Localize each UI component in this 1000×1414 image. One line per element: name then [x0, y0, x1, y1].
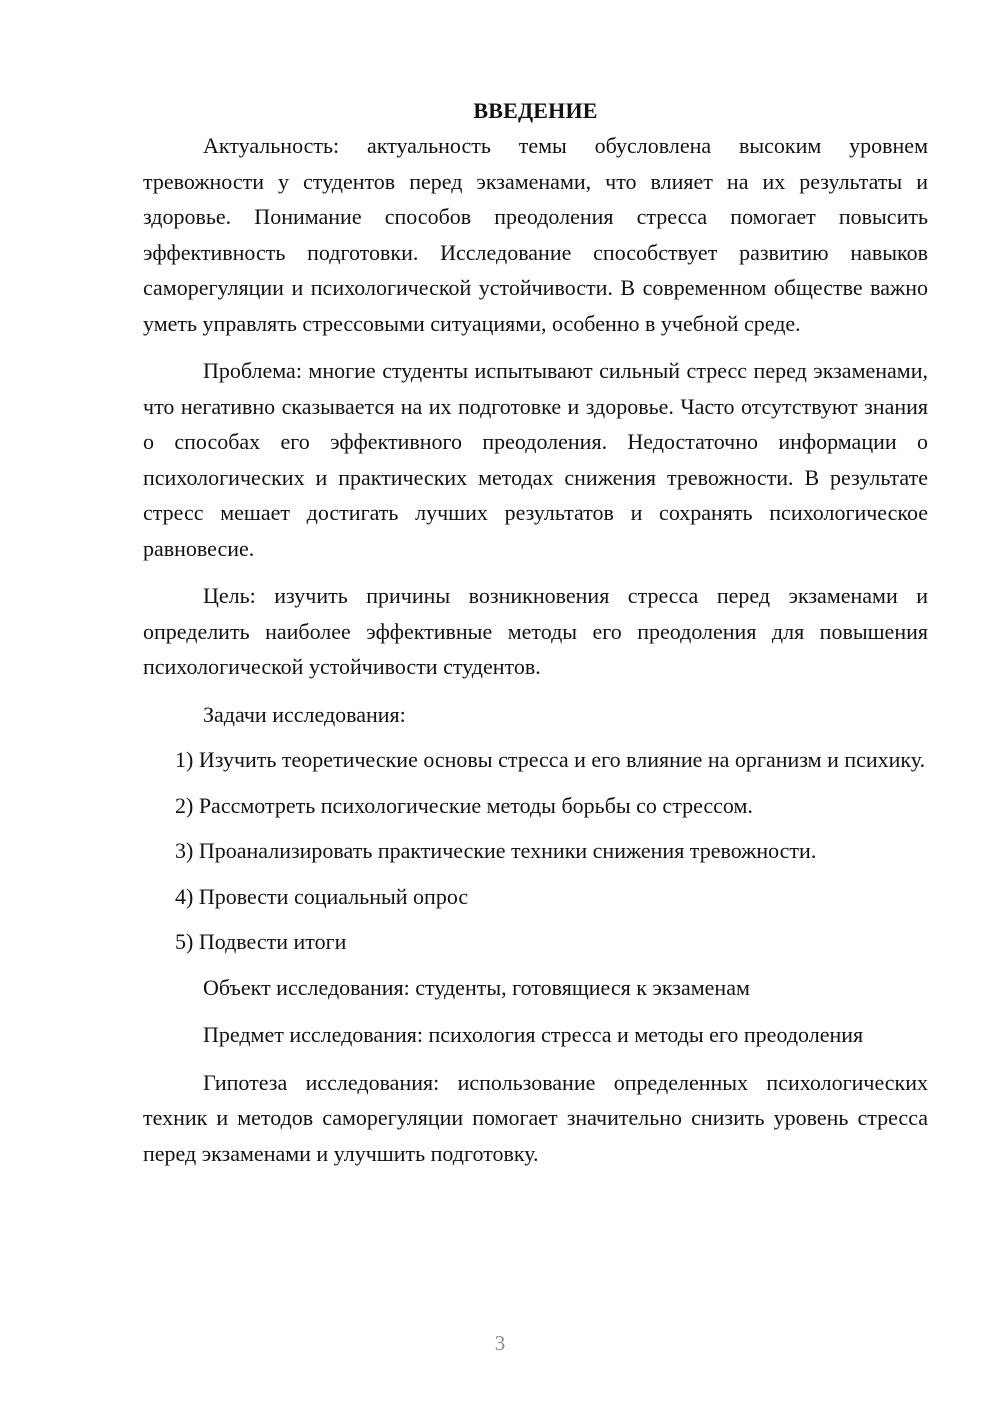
list-item: 5) Подвести итоги: [175, 929, 347, 954]
problem-paragraph: Проблема: многие студенты испытывают сильный стресс перед экзаменами, что негативно сказывается на их подготовке и здоровье. Часто отсутствуют знания о способах его эффективного преодоления. Недостаточно информации о психологических и практических методах снижения тревожности. В результате стресс мешает достигать лучших результатов и сохранять психологическое равновесие.: [143, 358, 928, 561]
hypothesis-paragraph: Гипотеза исследования: использование определенных психологических техник и методов саморегуляции помогает значительно снизить уровень стресса перед экзаменами и улучшить подготовку.: [143, 1069, 928, 1166]
page-title: ВВЕДЕНИЕ: [473, 98, 598, 123]
list-item: 1) Изучить теоретические основы стресса и его влияние на организм и психику.: [175, 747, 926, 772]
page-content: [143, 96, 928, 1183]
page-number: 3: [494, 1331, 506, 1355]
tasks-list: [143, 742, 928, 960]
tasks-heading: Задачи исследования:: [203, 701, 406, 727]
subject-paragraph: Предмет исследования: психология стресса и методы его преодоления: [203, 1022, 864, 1047]
goal-paragraph: Цель: изучить причины возникновения стресса перед экзаменами и определить наиболее эффективные методы его преодоления для повышения психологической устойчивости студентов.: [143, 583, 928, 679]
list-item: 2) Рассмотреть психологические методы борьбы со стрессом.: [175, 792, 753, 818]
list-item: 3) Проанализировать практические техники снижения тревожности.: [175, 838, 817, 863]
list-item: 4) Провести социальный опрос: [175, 883, 469, 909]
object-paragraph: Объект исследования: студенты, готовящиеся к экзаменам: [203, 974, 750, 1000]
relevance-paragraph: Актуальность: актуальность темы обусловлена высоким уровнем тревожности у студентов перед экзаменами, что влияет на их результаты и здоровье. Понимание способов преодоления стресса помогает повысить эффективность подготовки. Исследование способствует развитию навыков саморегуляции и психологической устойчивости. В современном обществе важно уметь управлять стрессовыми ситуациями, особенно в учебной среде.: [143, 133, 928, 336]
